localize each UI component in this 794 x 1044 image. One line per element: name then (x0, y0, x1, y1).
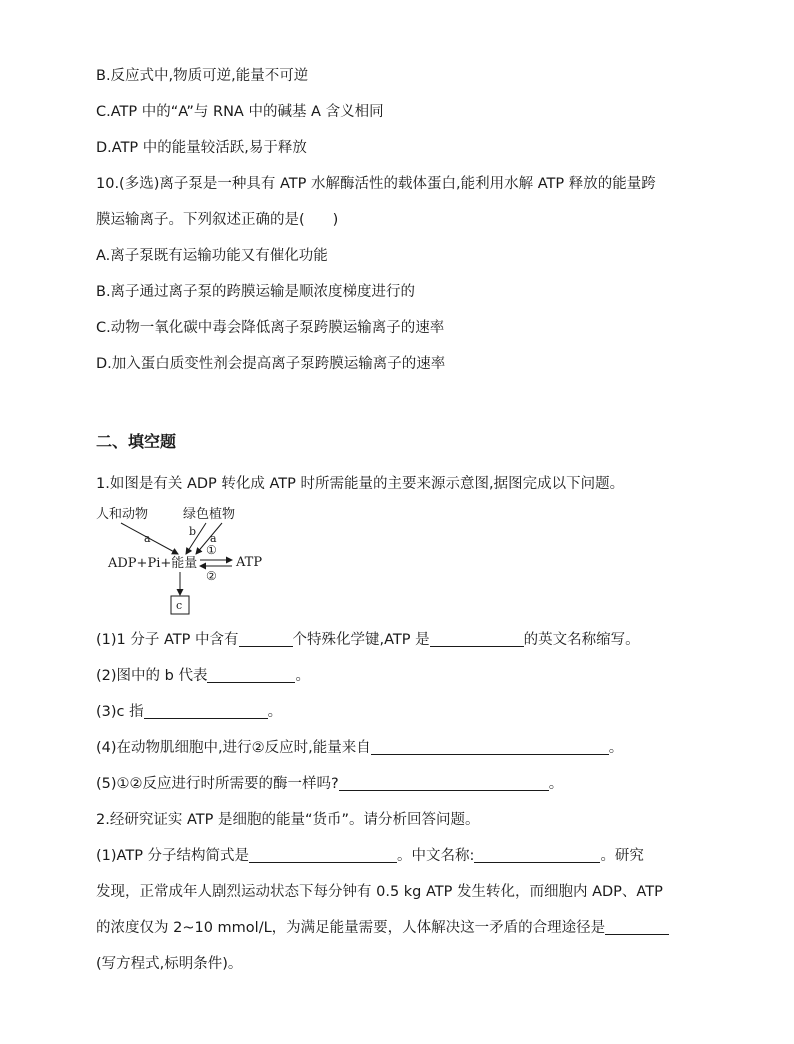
fill2-q1-text-b: 。中文名称: (397, 848, 475, 864)
answer-blank[interactable] (249, 847, 397, 863)
q10-stem-text: 膜运输离子。下列叙述正确的是( (96, 212, 305, 228)
diagram-label-a1: a (144, 532, 151, 545)
fill1-q1-text-b: 个特殊化学键,ATP 是 (292, 632, 430, 648)
section-title: 二、填空题 (96, 432, 177, 451)
fill2-line2: 发现，正常成年人剧烈运动状态下每分钟有 0.5 kg ATP 发生转化，而细胞内 ADP、ATP (96, 884, 663, 900)
fill2-stem: 2.经研究证实 ATP 是细胞的能量“货币”。请分析回答问题。 (96, 812, 480, 828)
diagram-label-c: c (176, 599, 183, 612)
fill1-q1-text-a: (1)1 分子 ATP 中含有 (96, 632, 239, 648)
fill1-q1-text-c: 的英文名称缩写。 (523, 632, 640, 648)
fill1-q5 (96, 774, 563, 794)
q10-option-c: C.动物一氧化碳中毒会降低离子泵跨膜运输离子的速率 (96, 320, 445, 336)
fill1-q2-end: 。 (295, 668, 310, 684)
q10-option-d: D.加入蛋白质变性剂会提高离子泵跨膜运输离子的速率 (96, 356, 446, 372)
fill2-line3-text: 的浓度仅为 2~10 mmol/L，为满足能量需要，人体解决这一矛盾的合理途径是 (96, 920, 606, 936)
diagram-label-reaction1: ① (206, 543, 217, 557)
q10-stem-line2 (96, 210, 338, 230)
answer-blank[interactable] (474, 847, 600, 863)
answer-blank[interactable] (207, 667, 295, 683)
fill2-line4: (写方程式,标明条件)。 (96, 956, 243, 972)
fill1-q3-end: 。 (267, 704, 283, 720)
q10-stem-line1: 10.(多选)离子泵是一种具有 ATP 水解酶活性的载体蛋白,能利用水解 ATP 释放的能量跨 (96, 176, 656, 192)
q10-option-a: A.离子泵既有运输功能又有催化功能 (96, 248, 328, 264)
diagram-label-reaction2: ② (206, 569, 217, 583)
fill1-q3-text: (3)c 指 (96, 704, 144, 720)
diagram-label-reactants: ADP+Pi+能量 (108, 556, 198, 571)
fill2-q1 (96, 846, 644, 866)
fill2-q1-text-c: 。研究 (600, 848, 644, 864)
answer-blank[interactable] (605, 919, 669, 935)
q9-option-c: C.ATP 中的“A”与 RNA 中的碱基 A 含义相同 (96, 104, 384, 120)
fill1-q2-text: (2)图中的 b 代表 (96, 668, 208, 684)
q9-option-d: D.ATP 中的能量较活跃,易于释放 (96, 140, 307, 156)
diagram-label-animals: 人和动物 (96, 507, 149, 522)
atp-energy-diagram (96, 498, 296, 618)
q10-stem-close: ) (332, 212, 339, 228)
q9-option-b: B.反应式中,物质可逆,能量不可逆 (96, 68, 309, 84)
fill2-q1-text-a: (1)ATP 分子结构简式是 (96, 848, 250, 864)
fill1-q4-text: (4)在动物肌细胞中,进行②反应时,能量来自 (96, 740, 371, 756)
fill1-q4 (96, 738, 623, 758)
fill1-q5-text: (5)①②反应进行时所需要的酶一样吗? (96, 776, 339, 792)
answer-blank[interactable] (371, 739, 609, 755)
fill1-q2 (96, 666, 310, 686)
q10-option-b: B.离子通过离子泵的跨膜运输是顺浓度梯度进行的 (96, 284, 416, 300)
answer-blank[interactable] (430, 631, 524, 647)
fill1-q5-end: 。 (548, 776, 564, 792)
fill1-stem: 1.如图是有关 ADP 转化成 ATP 时所需能量的主要来源示意图,据图完成以下问题。 (96, 476, 625, 492)
answer-blank[interactable] (144, 703, 268, 719)
diagram-label-plants: 绿色植物 (183, 507, 236, 522)
diagram-label-atp: ATP (236, 555, 263, 570)
fill1-q4-end: 。 (608, 740, 624, 756)
fill2-line3 (96, 918, 669, 938)
fill1-q1 (96, 630, 640, 650)
answer-blank[interactable] (339, 775, 549, 791)
diagram-label-b: b (189, 525, 197, 538)
diagram-label-a2: a (210, 532, 217, 545)
fill1-q3 (96, 702, 282, 722)
answer-blank[interactable] (239, 631, 293, 647)
